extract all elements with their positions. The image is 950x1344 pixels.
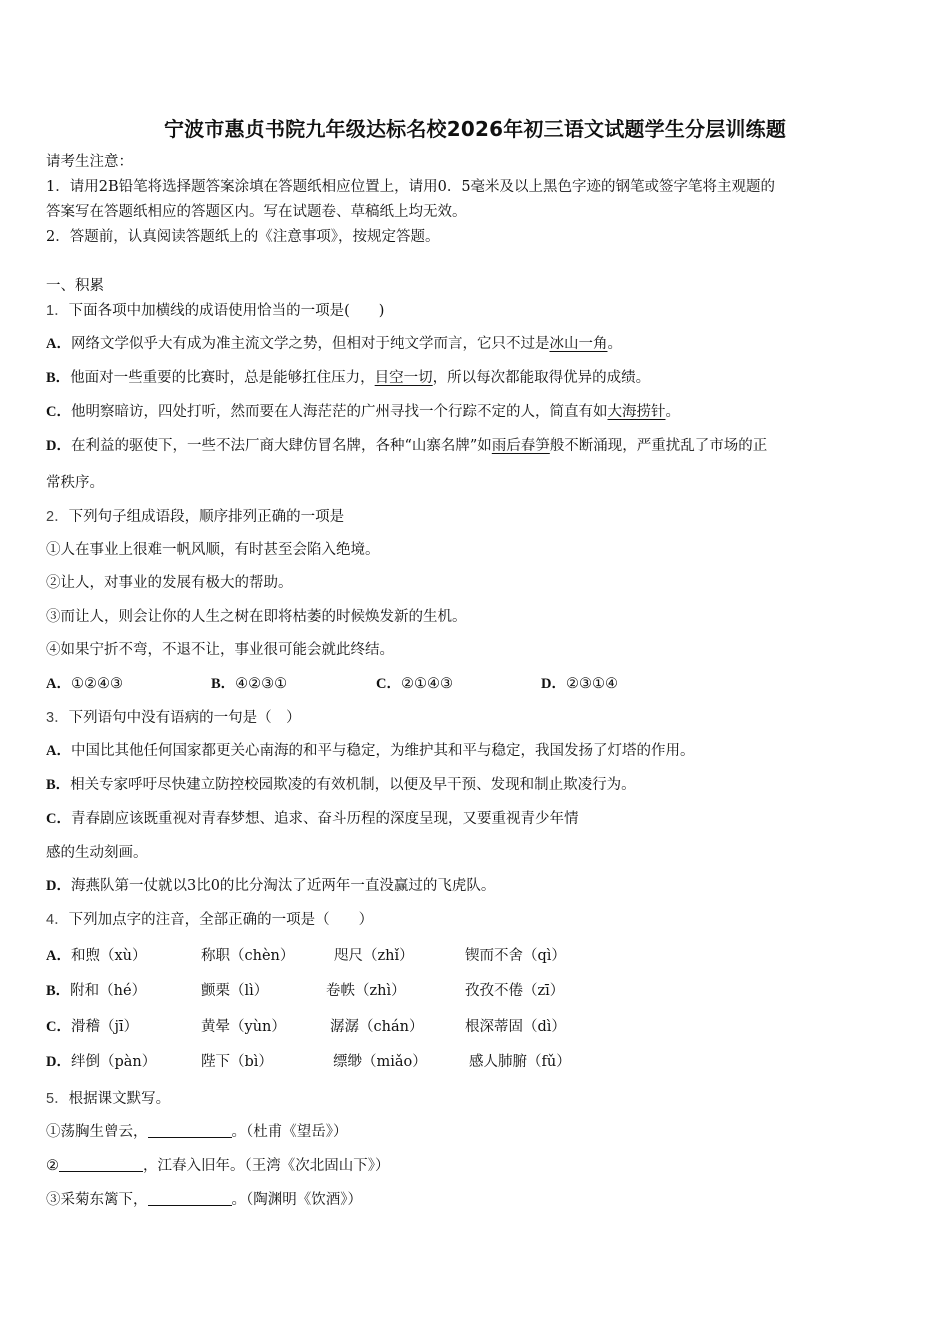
option-word-4: 锲而不舍（qì） <box>465 948 566 964</box>
option-text: 青春剧应该既重视对青春梦想、追求、奋斗历程的深度呈现，又要重视青少年情 <box>70 811 579 827</box>
poem-source: ，江春入旧年。（王湾《次北固山下》） <box>143 1158 390 1174</box>
question-stem: 下列加点字的注音，全部正确的一项是（ ） <box>68 912 374 928</box>
notice-item-1-cont: 答案写在答题纸相应的答题区内。写在试题卷、草稿纸上均无效。 <box>46 204 467 220</box>
option-word-1 <box>46 946 147 966</box>
option-text: ②③①④ <box>565 676 618 692</box>
option-text: 相关专家呼吁尽快建立防控校园欺凌的有效机制，以便及早干预、发现和制止欺凌行为。 <box>70 777 636 793</box>
option-text: ②①④③ <box>400 676 453 692</box>
notice-heading: 请考生注意： <box>46 154 133 170</box>
underlined-idiom: 目空一切 <box>374 370 433 386</box>
q2-option-a <box>46 674 123 694</box>
q2-sentence-1: ①人在事业上很难一帆风顺，有时甚至会陷入绝境。 <box>46 542 380 558</box>
poem-line: ② <box>46 1158 59 1174</box>
question-number: 3． <box>46 710 69 726</box>
answer-blank[interactable] <box>148 1191 232 1206</box>
option-word-1 <box>46 1052 156 1072</box>
option-label: C． <box>46 1019 71 1035</box>
question-2 <box>46 507 344 527</box>
answer-blank[interactable] <box>148 1123 232 1138</box>
question-stem: 下列句子组成语段，顺序排列正确的一项是 <box>68 509 345 525</box>
q1-option-c <box>46 402 680 422</box>
option-word-2: 颤栗（lì） <box>201 983 269 999</box>
option-word-4: 根深蒂固（dì） <box>465 1019 566 1035</box>
option-label: B． <box>46 370 71 386</box>
option-text: 网络文学似乎大有成为准主流文学之势，但相对于纯文学而言，它只不过是 <box>70 336 550 352</box>
option-label: A． <box>46 676 71 692</box>
q5-line-2 <box>46 1156 390 1176</box>
q2-option-c <box>376 674 453 694</box>
question-number: 4． <box>46 912 69 928</box>
answer-blank[interactable] <box>59 1157 143 1172</box>
option-label: A． <box>46 948 71 964</box>
q5-line-3 <box>46 1190 362 1210</box>
question-stem: 下面各项中加横线的成语使用恰当的一项是( ) <box>68 303 385 319</box>
question-number: 5． <box>46 1091 69 1107</box>
option-text: 他面对一些重要的比赛时，总是能够扛住压力， <box>70 370 375 386</box>
pinyin-word: 滑稽（jī） <box>70 1019 139 1035</box>
option-text-end: 。 <box>607 336 622 352</box>
q3-option-c <box>46 809 578 829</box>
underlined-idiom: 大海捞针 <box>607 404 666 420</box>
q3-option-c-cont: 感的生动刻画。 <box>46 845 148 861</box>
pinyin-word: 附和（hé） <box>70 983 147 999</box>
option-text: 他明察暗访，四处打听，然而要在人海茫茫的广州寻找一个行踪不定的人，简直有如 <box>70 404 608 420</box>
question-stem: 根据课文默写。 <box>68 1091 171 1107</box>
option-text-end: 。 <box>665 404 680 420</box>
q1-option-a <box>46 334 622 354</box>
q2-sentence-2: ②让人，对事业的发展有极大的帮助。 <box>46 575 293 591</box>
question-1 <box>46 301 384 321</box>
option-label: D． <box>541 676 566 692</box>
option-label: D． <box>46 438 71 454</box>
option-label: C． <box>376 676 401 692</box>
option-text: 在利益的驱使下，一些不法厂商大肆仿冒名牌，各种“山寨名牌”如 <box>70 438 492 454</box>
q2-sentence-3: ③而让人，则会让你的人生之树在即将枯萎的时候焕发新的生机。 <box>46 609 467 625</box>
q1-option-b <box>46 368 650 388</box>
option-label: C． <box>46 404 71 420</box>
option-text: 中国比其他任何国家都更关心南海的和平与稳定，为维护其和平与稳定，我国发扬了灯塔的作用。 <box>70 743 695 759</box>
option-text: ①②④③ <box>70 676 123 692</box>
poem-source: 。（陶渊明《饮酒》） <box>231 1192 362 1208</box>
page-title: 宁波市惠贞书院九年级达标名校2026年初三语文试题学生分层训练题 <box>163 117 787 141</box>
option-text-end: 般不断涌现，严重扰乱了市场的正 <box>549 438 768 454</box>
option-word-4: 孜孜不倦（zī） <box>465 983 565 999</box>
underlined-idiom: 雨后春笋 <box>491 438 550 454</box>
option-label: B． <box>46 983 71 999</box>
poem-source: 。（杜甫《望岳》） <box>231 1124 348 1140</box>
notice-item-2: 2．答题前，认真阅读答题纸上的《注意事项》，按规定答题。 <box>46 229 440 245</box>
option-word-2: 黄晕（yùn） <box>201 1019 286 1035</box>
poem-line: ③采菊东篱下， <box>46 1192 148 1208</box>
q1-option-d-cont: 常秩序。 <box>46 475 104 491</box>
option-word-2: 称职（chèn） <box>201 948 295 964</box>
q3-option-d <box>46 876 495 896</box>
q3-option-a <box>46 741 694 761</box>
option-label: B． <box>46 777 71 793</box>
option-label: C． <box>46 811 71 827</box>
option-word-3: 卷帙（zhì） <box>326 983 406 999</box>
section-heading: 一、积累 <box>46 278 104 294</box>
option-label: A． <box>46 336 71 352</box>
question-4 <box>46 910 373 930</box>
option-word-2: 陛下（bì） <box>201 1054 273 1070</box>
option-word-3: 潺潺（chán） <box>330 1019 424 1035</box>
option-text: 海燕队第一仗就以3比0的比分淘汰了近两年一直没赢过的飞虎队。 <box>70 878 496 894</box>
question-3 <box>46 708 301 728</box>
option-text-end: ，所以每次都能取得优异的成绩。 <box>432 370 651 386</box>
question-number: 2． <box>46 509 69 525</box>
pinyin-word: 绊倒（pàn） <box>70 1054 157 1070</box>
question-stem: 下列语句中没有语病的一句是（ ） <box>68 710 301 726</box>
option-word-1 <box>46 1017 138 1037</box>
option-label: D． <box>46 1054 71 1070</box>
option-word-1 <box>46 981 146 1001</box>
q2-sentence-4: ④如果宁折不弯，不退不让，事业很可能会就此终结。 <box>46 642 394 658</box>
question-number: 1． <box>46 303 69 319</box>
option-word-4: 感人肺腑（fǔ） <box>469 1054 571 1070</box>
notice-item-1: 1．请用2B铅笔将选择题答案涂填在答题纸相应位置上，请用0．5毫米及以上黑色字迹的钢笔或签字笔将主观题的 <box>46 179 776 195</box>
q2-option-d <box>541 674 618 694</box>
option-label: A． <box>46 743 71 759</box>
question-5 <box>46 1089 170 1109</box>
poem-line: ①荡胸生曾云， <box>46 1124 148 1140</box>
q5-line-1 <box>46 1122 348 1142</box>
option-label: D． <box>46 878 71 894</box>
option-word-3: 缥缈（miǎo） <box>333 1054 427 1070</box>
option-label: B． <box>211 676 236 692</box>
underlined-idiom: 冰山一角 <box>549 336 608 352</box>
option-word-3: 咫尺（zhǐ） <box>334 948 414 964</box>
q1-option-d <box>46 436 767 456</box>
option-text: ④②③① <box>235 676 288 692</box>
q3-option-b <box>46 775 636 795</box>
q2-option-b <box>211 674 287 694</box>
pinyin-word: 和煦（xù） <box>70 948 147 964</box>
